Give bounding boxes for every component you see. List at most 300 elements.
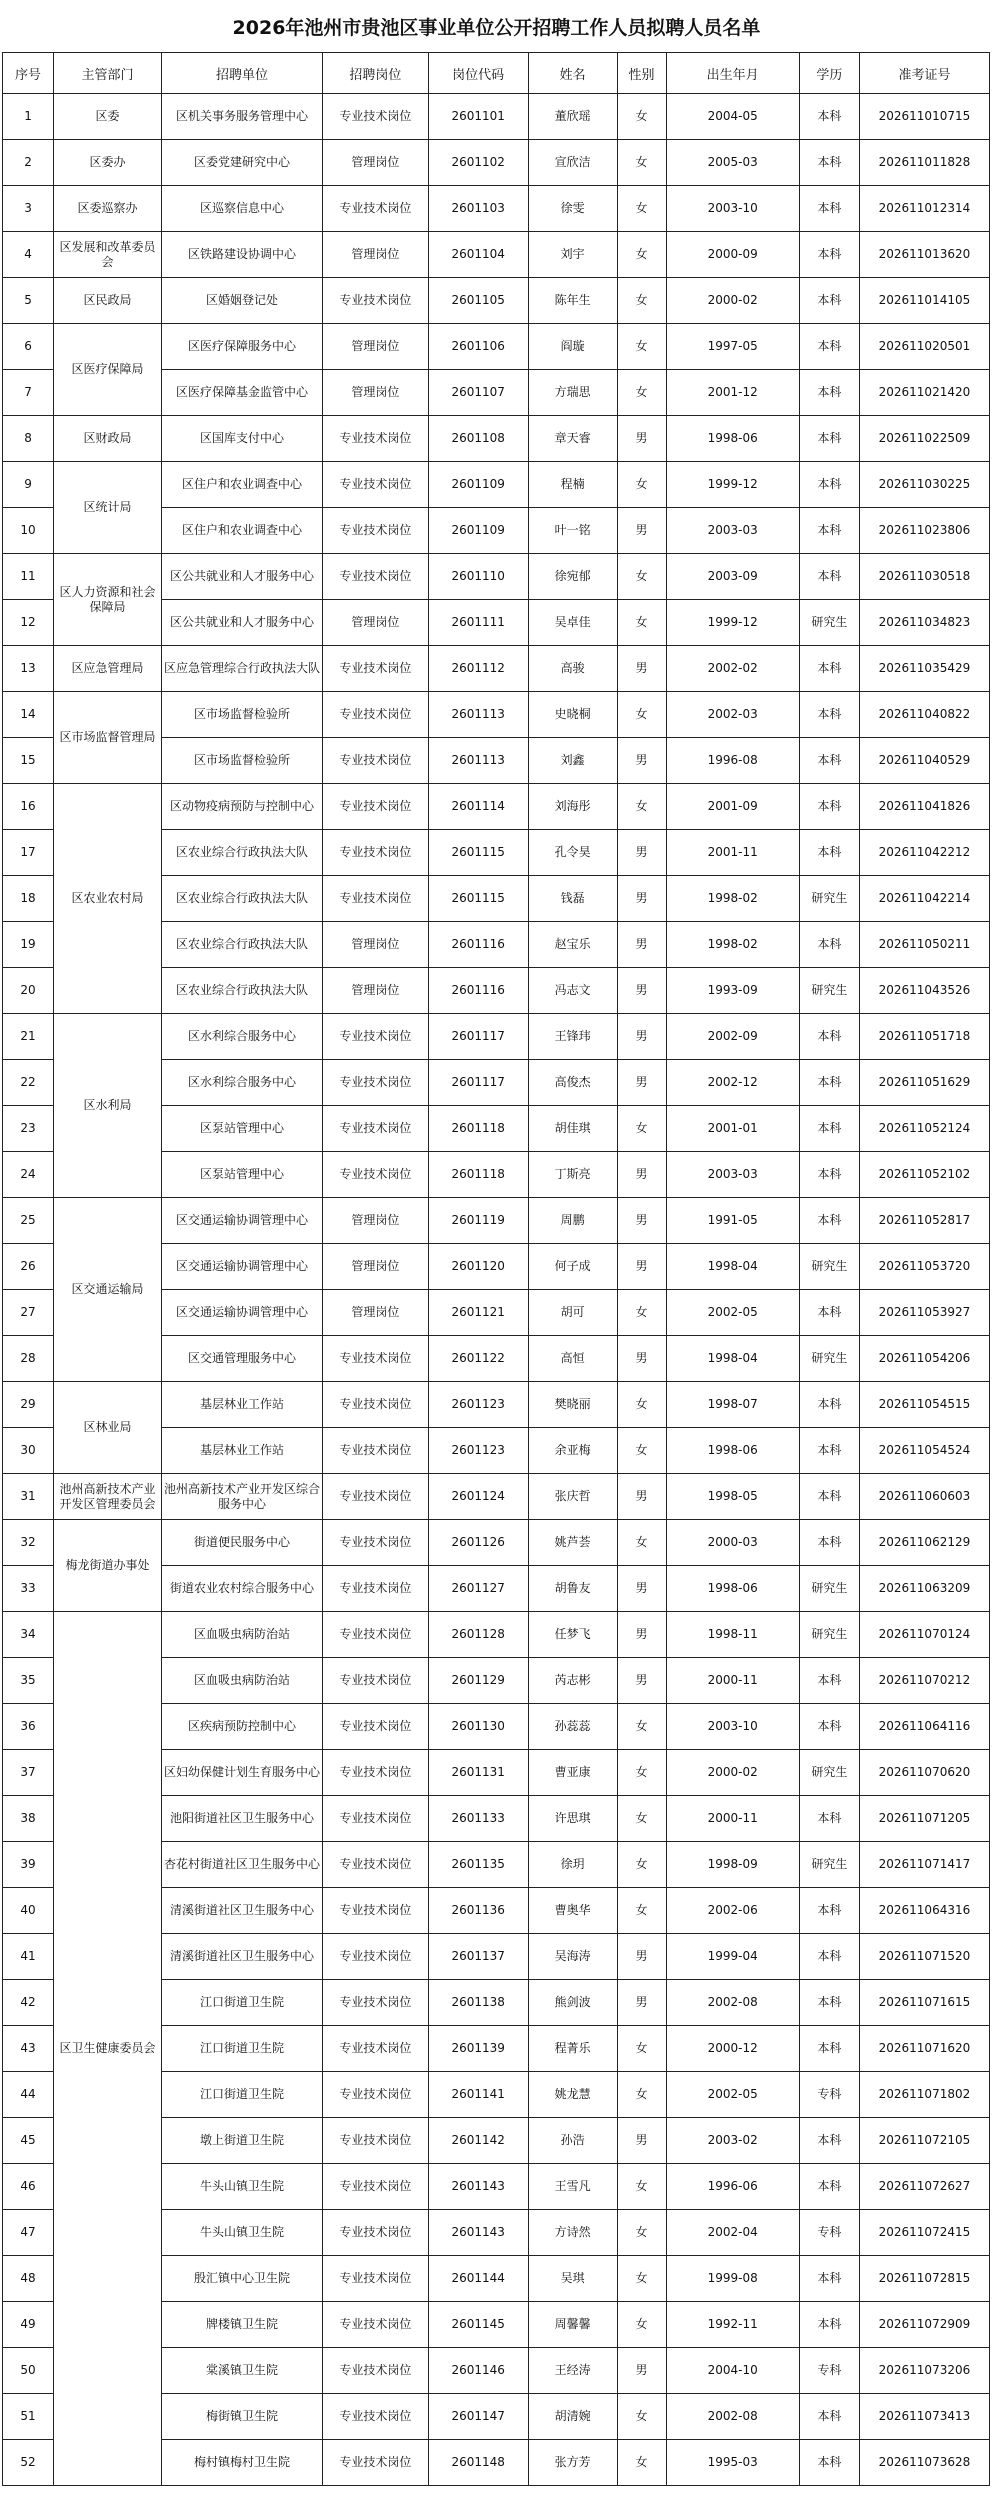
cell-post-code: 2601131 xyxy=(428,1750,528,1796)
cell-birth: 1991-05 xyxy=(666,1198,799,1244)
cell-department: 区财政局 xyxy=(54,416,162,462)
cell-post-code: 2601138 xyxy=(428,1980,528,2026)
cell-name: 许思琪 xyxy=(528,1796,617,1842)
cell-unit: 区泵站管理中心 xyxy=(161,1152,322,1198)
cell-education: 研究生 xyxy=(799,1566,859,1612)
cell-ticket: 202611073206 xyxy=(859,2348,989,2394)
table-row xyxy=(3,186,990,232)
cell-birth: 2003-03 xyxy=(666,1152,799,1198)
cell-post-code: 2601128 xyxy=(428,1612,528,1658)
cell-birth: 2002-09 xyxy=(666,1014,799,1060)
cell-department: 区发展和改革委员会 xyxy=(54,232,162,278)
cell-gender: 女 xyxy=(617,370,666,416)
cell-no: 38 xyxy=(3,1796,54,1842)
cell-no: 10 xyxy=(3,508,54,554)
cell-post-code: 2601113 xyxy=(428,738,528,784)
cell-post: 专业技术岗位 xyxy=(323,1888,429,1934)
cell-name: 徐宛郁 xyxy=(528,554,617,600)
cell-gender: 男 xyxy=(617,830,666,876)
cell-birth: 2004-10 xyxy=(666,2348,799,2394)
cell-post: 专业技术岗位 xyxy=(323,646,429,692)
cell-education: 研究生 xyxy=(799,600,859,646)
cell-gender: 男 xyxy=(617,2348,666,2394)
cell-department: 梅龙街道办事处 xyxy=(54,1520,162,1612)
cell-education: 专科 xyxy=(799,2072,859,2118)
cell-department: 区市场监督管理局 xyxy=(54,692,162,784)
cell-gender: 女 xyxy=(617,2026,666,2072)
cell-ticket: 202611072105 xyxy=(859,2118,989,2164)
cell-ticket: 202611072627 xyxy=(859,2164,989,2210)
cell-post: 专业技术岗位 xyxy=(323,2210,429,2256)
cell-name: 章天睿 xyxy=(528,416,617,462)
cell-unit: 江口街道卫生院 xyxy=(161,2072,322,2118)
cell-ticket: 202611060603 xyxy=(859,1474,989,1520)
cell-post: 专业技术岗位 xyxy=(323,278,429,324)
cell-post-code: 2601116 xyxy=(428,968,528,1014)
cell-gender: 男 xyxy=(617,508,666,554)
cell-no: 52 xyxy=(3,2440,54,2486)
cell-ticket: 202611071417 xyxy=(859,1842,989,1888)
cell-post-code: 2601103 xyxy=(428,186,528,232)
cell-name: 丁斯亮 xyxy=(528,1152,617,1198)
cell-unit: 街道便民服务中心 xyxy=(161,1520,322,1566)
cell-post-code: 2601133 xyxy=(428,1796,528,1842)
cell-ticket: 202611064316 xyxy=(859,1888,989,1934)
cell-education: 本科 xyxy=(799,2026,859,2072)
cell-unit: 池州高新技术产业开发区综合服务中心 xyxy=(161,1474,322,1520)
table-row xyxy=(3,462,990,508)
cell-name: 孙蕊蕊 xyxy=(528,1704,617,1750)
cell-name: 张方芳 xyxy=(528,2440,617,2486)
cell-gender: 男 xyxy=(617,1566,666,1612)
cell-gender: 女 xyxy=(617,140,666,186)
cell-unit: 梅街镇卫生院 xyxy=(161,2394,322,2440)
cell-education: 本科 xyxy=(799,2394,859,2440)
cell-name: 吴海涛 xyxy=(528,1934,617,1980)
cell-gender: 男 xyxy=(617,1934,666,1980)
cell-gender: 男 xyxy=(617,1060,666,1106)
cell-unit: 区农业综合行政执法大队 xyxy=(161,922,322,968)
cell-ticket: 202611053927 xyxy=(859,1290,989,1336)
cell-unit: 区妇幼保健计划生育服务中心 xyxy=(161,1750,322,1796)
cell-no: 39 xyxy=(3,1842,54,1888)
cell-gender: 男 xyxy=(617,1612,666,1658)
cell-post-code: 2601111 xyxy=(428,600,528,646)
cell-no: 50 xyxy=(3,2348,54,2394)
cell-post-code: 2601118 xyxy=(428,1106,528,1152)
cell-education: 研究生 xyxy=(799,1336,859,1382)
cell-unit: 基层林业工作站 xyxy=(161,1382,322,1428)
cell-ticket: 202611012314 xyxy=(859,186,989,232)
cell-post: 专业技术岗位 xyxy=(323,2118,429,2164)
cell-post-code: 2601121 xyxy=(428,1290,528,1336)
cell-post: 专业技术岗位 xyxy=(323,784,429,830)
cell-post: 专业技术岗位 xyxy=(323,1704,429,1750)
cell-education: 本科 xyxy=(799,1014,859,1060)
cell-post-code: 2601120 xyxy=(428,1244,528,1290)
cell-post: 专业技术岗位 xyxy=(323,554,429,600)
cell-post: 专业技术岗位 xyxy=(323,1474,429,1520)
cell-post-code: 2601136 xyxy=(428,1888,528,1934)
cell-no: 22 xyxy=(3,1060,54,1106)
cell-unit: 区医疗保障基金监管中心 xyxy=(161,370,322,416)
cell-birth: 2000-02 xyxy=(666,278,799,324)
cell-ticket: 202611010715 xyxy=(859,94,989,140)
cell-department: 区委 xyxy=(54,94,162,140)
cell-name: 胡清婉 xyxy=(528,2394,617,2440)
cell-education: 本科 xyxy=(799,1198,859,1244)
cell-education: 本科 xyxy=(799,140,859,186)
cell-ticket: 202611070212 xyxy=(859,1658,989,1704)
cell-no: 2 xyxy=(3,140,54,186)
cell-gender: 女 xyxy=(617,2164,666,2210)
cell-name: 姚芦荟 xyxy=(528,1520,617,1566)
header-post: 招聘岗位 xyxy=(323,53,429,94)
cell-birth: 1998-04 xyxy=(666,1336,799,1382)
cell-post-code: 2601141 xyxy=(428,2072,528,2118)
table-row xyxy=(3,416,990,462)
cell-education: 本科 xyxy=(799,1290,859,1336)
cell-unit: 区水利综合服务中心 xyxy=(161,1060,322,1106)
cell-unit: 区应急管理综合行政执法大队 xyxy=(161,646,322,692)
cell-gender: 女 xyxy=(617,2072,666,2118)
cell-post-code: 2601142 xyxy=(428,2118,528,2164)
cell-department: 区委办 xyxy=(54,140,162,186)
cell-unit: 池阳街道社区卫生服务中心 xyxy=(161,1796,322,1842)
cell-unit: 区住户和农业调查中心 xyxy=(161,508,322,554)
cell-education: 研究生 xyxy=(799,968,859,1014)
cell-ticket: 202611023806 xyxy=(859,508,989,554)
cell-birth: 1997-05 xyxy=(666,324,799,370)
cell-ticket: 202611030518 xyxy=(859,554,989,600)
cell-unit: 区国库支付中心 xyxy=(161,416,322,462)
cell-education: 本科 xyxy=(799,232,859,278)
cell-post-code: 2601147 xyxy=(428,2394,528,2440)
cell-unit: 区交通运输协调管理中心 xyxy=(161,1198,322,1244)
cell-name: 高俊杰 xyxy=(528,1060,617,1106)
cell-post-code: 2601143 xyxy=(428,2210,528,2256)
cell-ticket: 202611030225 xyxy=(859,462,989,508)
cell-birth: 1998-07 xyxy=(666,1382,799,1428)
cell-post: 专业技术岗位 xyxy=(323,1336,429,1382)
cell-gender: 男 xyxy=(617,1014,666,1060)
cell-unit: 区市场监督检验所 xyxy=(161,738,322,784)
cell-no: 47 xyxy=(3,2210,54,2256)
header-department: 主管部门 xyxy=(54,53,162,94)
cell-unit: 区农业综合行政执法大队 xyxy=(161,830,322,876)
cell-gender: 女 xyxy=(617,1842,666,1888)
cell-post: 管理岗位 xyxy=(323,968,429,1014)
cell-post: 专业技术岗位 xyxy=(323,1152,429,1198)
cell-birth: 2002-12 xyxy=(666,1060,799,1106)
cell-ticket: 202611072909 xyxy=(859,2302,989,2348)
cell-ticket: 202611013620 xyxy=(859,232,989,278)
cell-post: 专业技术岗位 xyxy=(323,692,429,738)
cell-gender: 女 xyxy=(617,784,666,830)
cell-ticket: 202611052817 xyxy=(859,1198,989,1244)
cell-post-code: 2601124 xyxy=(428,1474,528,1520)
cell-post: 专业技术岗位 xyxy=(323,416,429,462)
cell-unit: 清溪街道社区卫生服务中心 xyxy=(161,1888,322,1934)
cell-gender: 女 xyxy=(617,2256,666,2302)
cell-no: 32 xyxy=(3,1520,54,1566)
cell-ticket: 202611011828 xyxy=(859,140,989,186)
cell-name: 高骏 xyxy=(528,646,617,692)
cell-no: 43 xyxy=(3,2026,54,2072)
cell-unit: 牛头山镇卫生院 xyxy=(161,2210,322,2256)
cell-post-code: 2601130 xyxy=(428,1704,528,1750)
cell-department: 区交通运输局 xyxy=(54,1198,162,1382)
table-row xyxy=(3,692,990,738)
cell-ticket: 202611073413 xyxy=(859,2394,989,2440)
cell-no: 25 xyxy=(3,1198,54,1244)
cell-name: 吴琪 xyxy=(528,2256,617,2302)
cell-birth: 1998-11 xyxy=(666,1612,799,1658)
cell-post-code: 2601117 xyxy=(428,1014,528,1060)
table-row xyxy=(3,232,990,278)
cell-post-code: 2601114 xyxy=(428,784,528,830)
cell-post: 专业技术岗位 xyxy=(323,1566,429,1612)
cell-birth: 1998-06 xyxy=(666,1428,799,1474)
cell-name: 徐雯 xyxy=(528,186,617,232)
cell-post-code: 2601104 xyxy=(428,232,528,278)
cell-no: 15 xyxy=(3,738,54,784)
cell-ticket: 202611071802 xyxy=(859,2072,989,2118)
cell-birth: 2000-02 xyxy=(666,1750,799,1796)
cell-department: 区应急管理局 xyxy=(54,646,162,692)
table-row xyxy=(3,1382,990,1428)
cell-post-code: 2601145 xyxy=(428,2302,528,2348)
cell-name: 何子成 xyxy=(528,1244,617,1290)
cell-post: 专业技术岗位 xyxy=(323,1796,429,1842)
cell-gender: 男 xyxy=(617,1474,666,1520)
cell-education: 本科 xyxy=(799,738,859,784)
cell-unit: 杏花村街道社区卫生服务中心 xyxy=(161,1842,322,1888)
cell-post: 专业技术岗位 xyxy=(323,830,429,876)
cell-post: 专业技术岗位 xyxy=(323,1842,429,1888)
header-ticket: 准考证号 xyxy=(859,53,989,94)
cell-birth: 2001-11 xyxy=(666,830,799,876)
cell-post: 管理岗位 xyxy=(323,232,429,278)
cell-name: 余亚梅 xyxy=(528,1428,617,1474)
cell-post-code: 2601115 xyxy=(428,830,528,876)
cell-education: 专科 xyxy=(799,2348,859,2394)
cell-no: 30 xyxy=(3,1428,54,1474)
cell-no: 40 xyxy=(3,1888,54,1934)
cell-no: 13 xyxy=(3,646,54,692)
cell-no: 27 xyxy=(3,1290,54,1336)
cell-birth: 2003-10 xyxy=(666,186,799,232)
cell-no: 1 xyxy=(3,94,54,140)
cell-unit: 区动物疫病预防与控制中心 xyxy=(161,784,322,830)
cell-unit: 区市场监督检验所 xyxy=(161,692,322,738)
cell-gender: 男 xyxy=(617,1198,666,1244)
cell-name: 刘鑫 xyxy=(528,738,617,784)
cell-no: 49 xyxy=(3,2302,54,2348)
cell-post-code: 2601139 xyxy=(428,2026,528,2072)
cell-gender: 女 xyxy=(617,2302,666,2348)
cell-no: 46 xyxy=(3,2164,54,2210)
cell-ticket: 202611062129 xyxy=(859,1520,989,1566)
cell-post-code: 2601101 xyxy=(428,94,528,140)
cell-name: 程楠 xyxy=(528,462,617,508)
cell-education: 研究生 xyxy=(799,1842,859,1888)
cell-department: 区统计局 xyxy=(54,462,162,554)
cell-name: 宣欣洁 xyxy=(528,140,617,186)
cell-gender: 男 xyxy=(617,1980,666,2026)
cell-post-code: 2601106 xyxy=(428,324,528,370)
cell-department: 区林业局 xyxy=(54,1382,162,1474)
cell-post: 专业技术岗位 xyxy=(323,1106,429,1152)
cell-ticket: 202611070620 xyxy=(859,1750,989,1796)
cell-unit: 区泵站管理中心 xyxy=(161,1106,322,1152)
cell-post-code: 2601105 xyxy=(428,278,528,324)
cell-gender: 女 xyxy=(617,692,666,738)
cell-education: 研究生 xyxy=(799,1244,859,1290)
cell-education: 本科 xyxy=(799,646,859,692)
cell-no: 33 xyxy=(3,1566,54,1612)
cell-education: 本科 xyxy=(799,830,859,876)
table-row xyxy=(3,140,990,186)
cell-birth: 2000-12 xyxy=(666,2026,799,2072)
cell-post: 管理岗位 xyxy=(323,324,429,370)
cell-post-code: 2601113 xyxy=(428,692,528,738)
cell-unit: 区委党建研究中心 xyxy=(161,140,322,186)
cell-gender: 男 xyxy=(617,416,666,462)
cell-name: 史晓桐 xyxy=(528,692,617,738)
cell-education: 本科 xyxy=(799,2440,859,2486)
cell-birth: 2000-11 xyxy=(666,1796,799,1842)
cell-gender: 男 xyxy=(617,968,666,1014)
cell-ticket: 202611072415 xyxy=(859,2210,989,2256)
cell-unit: 区水利综合服务中心 xyxy=(161,1014,322,1060)
cell-birth: 2002-05 xyxy=(666,1290,799,1336)
cell-name: 王经涛 xyxy=(528,2348,617,2394)
cell-gender: 男 xyxy=(617,876,666,922)
cell-no: 8 xyxy=(3,416,54,462)
cell-ticket: 202611051629 xyxy=(859,1060,989,1106)
cell-post-code: 2601123 xyxy=(428,1428,528,1474)
cell-post-code: 2601122 xyxy=(428,1336,528,1382)
cell-birth: 1999-12 xyxy=(666,600,799,646)
header-post-code: 岗位代码 xyxy=(428,53,528,94)
cell-name: 任梦飞 xyxy=(528,1612,617,1658)
cell-department: 区人力资源和社会保障局 xyxy=(54,554,162,646)
cell-education: 本科 xyxy=(799,278,859,324)
cell-unit: 基层林业工作站 xyxy=(161,1428,322,1474)
cell-post: 专业技术岗位 xyxy=(323,462,429,508)
cell-ticket: 202611040529 xyxy=(859,738,989,784)
cell-ticket: 202611042212 xyxy=(859,830,989,876)
table-row xyxy=(3,1198,990,1244)
cell-education: 本科 xyxy=(799,1888,859,1934)
cell-no: 3 xyxy=(3,186,54,232)
table-row xyxy=(3,1520,990,1566)
cell-name: 熊剑波 xyxy=(528,1980,617,2026)
cell-unit: 牌楼镇卫生院 xyxy=(161,2302,322,2348)
cell-name: 徐玥 xyxy=(528,1842,617,1888)
cell-unit: 区公共就业和人才服务中心 xyxy=(161,554,322,600)
cell-birth: 1998-06 xyxy=(666,1566,799,1612)
cell-no: 51 xyxy=(3,2394,54,2440)
cell-no: 44 xyxy=(3,2072,54,2118)
cell-education: 本科 xyxy=(799,1658,859,1704)
cell-no: 18 xyxy=(3,876,54,922)
cell-post-code: 2601126 xyxy=(428,1520,528,1566)
header-education: 学历 xyxy=(799,53,859,94)
cell-department: 池州高新技术产业开发区管理委员会 xyxy=(54,1474,162,1520)
cell-unit: 区血吸虫病防治站 xyxy=(161,1658,322,1704)
cell-name: 曹奥华 xyxy=(528,1888,617,1934)
cell-education: 本科 xyxy=(799,416,859,462)
cell-ticket: 202611042214 xyxy=(859,876,989,922)
cell-no: 5 xyxy=(3,278,54,324)
cell-post: 专业技术岗位 xyxy=(323,2164,429,2210)
cell-gender: 男 xyxy=(617,1336,666,1382)
cell-gender: 女 xyxy=(617,1428,666,1474)
cell-post-code: 2601107 xyxy=(428,370,528,416)
cell-gender: 女 xyxy=(617,1382,666,1428)
cell-birth: 1999-08 xyxy=(666,2256,799,2302)
cell-ticket: 202611014105 xyxy=(859,278,989,324)
cell-no: 20 xyxy=(3,968,54,1014)
cell-birth: 2002-02 xyxy=(666,646,799,692)
cell-education: 本科 xyxy=(799,1704,859,1750)
cell-post-code: 2601115 xyxy=(428,876,528,922)
cell-gender: 女 xyxy=(617,1520,666,1566)
cell-name: 高恒 xyxy=(528,1336,617,1382)
cell-no: 24 xyxy=(3,1152,54,1198)
cell-post: 管理岗位 xyxy=(323,1198,429,1244)
cell-gender: 女 xyxy=(617,232,666,278)
cell-no: 42 xyxy=(3,1980,54,2026)
cell-birth: 2000-09 xyxy=(666,232,799,278)
cell-gender: 男 xyxy=(617,2118,666,2164)
cell-name: 刘海彤 xyxy=(528,784,617,830)
cell-unit: 区疾病预防控制中心 xyxy=(161,1704,322,1750)
cell-birth: 2002-03 xyxy=(666,692,799,738)
cell-no: 14 xyxy=(3,692,54,738)
cell-no: 29 xyxy=(3,1382,54,1428)
cell-birth: 2002-05 xyxy=(666,2072,799,2118)
cell-gender: 女 xyxy=(617,186,666,232)
cell-gender: 女 xyxy=(617,278,666,324)
cell-gender: 男 xyxy=(617,1658,666,1704)
cell-gender: 女 xyxy=(617,324,666,370)
cell-department: 区民政局 xyxy=(54,278,162,324)
cell-post-code: 2601129 xyxy=(428,1658,528,1704)
table-body xyxy=(3,94,990,2486)
table-row xyxy=(3,784,990,830)
cell-gender: 女 xyxy=(617,600,666,646)
table-row xyxy=(3,1474,990,1520)
cell-ticket: 202611054515 xyxy=(859,1382,989,1428)
cell-name: 胡鲁友 xyxy=(528,1566,617,1612)
cell-post: 专业技术岗位 xyxy=(323,2348,429,2394)
cell-name: 樊晓丽 xyxy=(528,1382,617,1428)
cell-name: 钱磊 xyxy=(528,876,617,922)
cell-education: 本科 xyxy=(799,2256,859,2302)
cell-unit: 清溪街道社区卫生服务中心 xyxy=(161,1934,322,1980)
cell-post-code: 2601123 xyxy=(428,1382,528,1428)
cell-birth: 1998-04 xyxy=(666,1244,799,1290)
cell-ticket: 202611035429 xyxy=(859,646,989,692)
cell-birth: 2004-05 xyxy=(666,94,799,140)
cell-education: 本科 xyxy=(799,462,859,508)
cell-post-code: 2601112 xyxy=(428,646,528,692)
cell-post: 专业技术岗位 xyxy=(323,1428,429,1474)
cell-post: 管理岗位 xyxy=(323,1290,429,1336)
